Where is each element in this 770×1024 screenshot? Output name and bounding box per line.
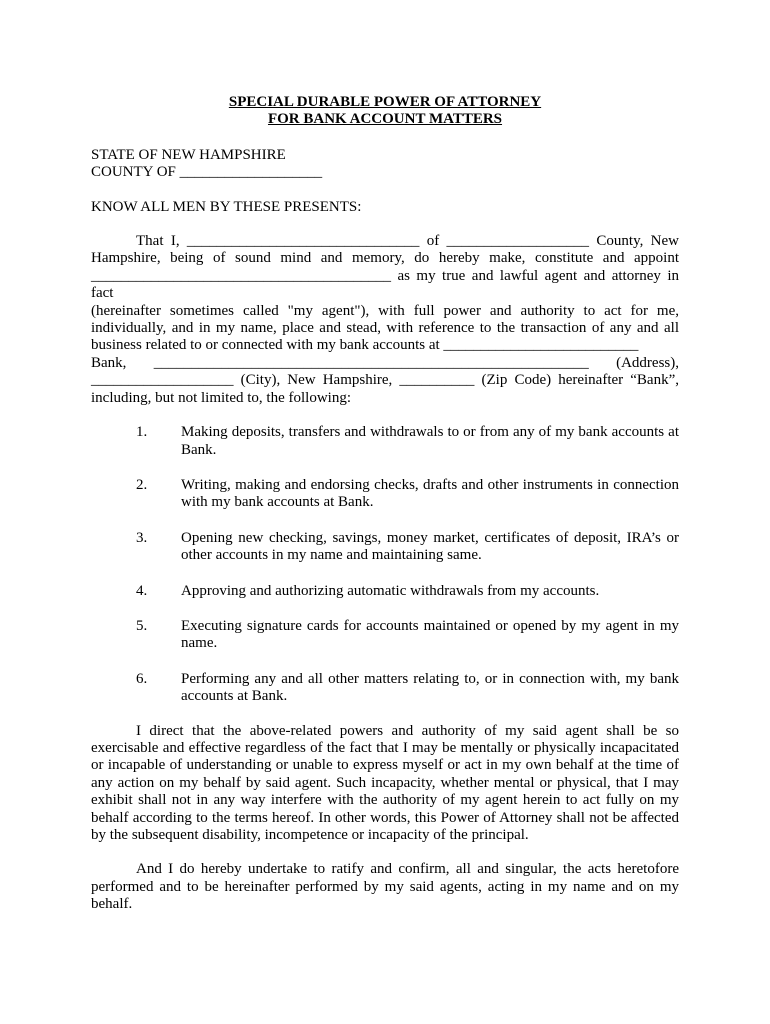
intro-line: ________________________________________ as my true and lawful agent and attorney in fact xyxy=(91,267,679,302)
intro-line: ___________________ (City), New Hampshire, __________ (Zip Code) hereinafter “Bank”, xyxy=(91,372,679,389)
intro-line: Bank, __________________________________________________________ (Address), xyxy=(91,354,679,371)
intro-line: (hereinafter sometimes called "my agent"), with full power and authority to act for me, xyxy=(91,302,679,319)
powers-list xyxy=(91,424,679,705)
list-item xyxy=(91,424,679,459)
document-title-line-1: SPECIAL DURABLE POWER OF ATTORNEY xyxy=(228,94,542,110)
ratify-paragraph: And I do hereby undertake to ratify and confirm, all and singular, the acts heretofore performed and to be hereinafter performed by my said agents, acting in my name and on my behalf. xyxy=(91,861,679,913)
intro-line: including, but not limited to, the following: xyxy=(91,389,351,406)
intro-line: individually, and in my name, place and stead, with reference to the transaction of any and all xyxy=(91,320,679,337)
state-line: STATE OF NEW HAMPSHIRE xyxy=(91,146,286,163)
list-item-text: Performing any and all other matters relating to, or in connection with, my bank accounts at Bank. xyxy=(181,670,679,705)
list-item-text: Executing signature cards for accounts maintained or opened by my agent in my name. xyxy=(181,617,679,652)
document-title-line-2: FOR BANK ACCOUNT MATTERS xyxy=(267,111,503,128)
list-item xyxy=(91,530,679,565)
document-page xyxy=(91,94,679,914)
list-item-number: 6. xyxy=(136,670,148,687)
intro-line: That I, _______________________________ of ___________________ County, New xyxy=(136,233,679,250)
intro-line: business related to or connected with my bank accounts at __________________________ xyxy=(91,337,639,354)
list-item-number: 1. xyxy=(136,424,148,441)
list-item xyxy=(91,671,679,706)
list-item-number: 4. xyxy=(136,582,148,599)
county-line: COUNTY OF ___________________ xyxy=(91,164,323,181)
list-item-text: Writing, making and endorsing checks, drafts and other instruments in connection with my bank accounts at Bank. xyxy=(181,476,679,511)
direct-paragraph: I direct that the above-related powers and authority of my said agent shall be so exercisable and effective regardless of the fact that I may be mentally or physically incapacitated or incapable of understanding or unable to express myself or act in my own behalf at the time of any action on my behalf by said agent. Such incapacity, whether mental or physical, that I may exhibit shall not in any way interfere with the authority of my agent herein to act fully on my behalf according to the terms hereof. In other words, this Power of Attorney shall not be affected by the subsequent disability, incompetence or incapacity of the principal. xyxy=(91,722,679,843)
list-item-text: Approving and authorizing automatic withdrawals from my accounts. xyxy=(181,582,600,599)
intro-paragraph xyxy=(91,233,679,407)
intro-line: Hampshire, being of sound mind and memory, do hereby make, constitute and appoint xyxy=(91,250,679,267)
list-item xyxy=(91,583,679,600)
know-all-men-heading: KNOW ALL MEN BY THESE PRESENTS: xyxy=(91,198,362,215)
list-item-number: 5. xyxy=(136,617,148,634)
list-item-number: 3. xyxy=(136,529,148,546)
list-item-text: Opening new checking, savings, money market, certificates of deposit, IRA’s or other accounts in my name and maintaining same. xyxy=(181,529,679,564)
list-item-number: 2. xyxy=(136,476,148,493)
list-item xyxy=(91,618,679,653)
list-item xyxy=(91,477,679,512)
list-item-text: Making deposits, transfers and withdrawals to or from any of my bank accounts at Bank. xyxy=(181,424,679,458)
